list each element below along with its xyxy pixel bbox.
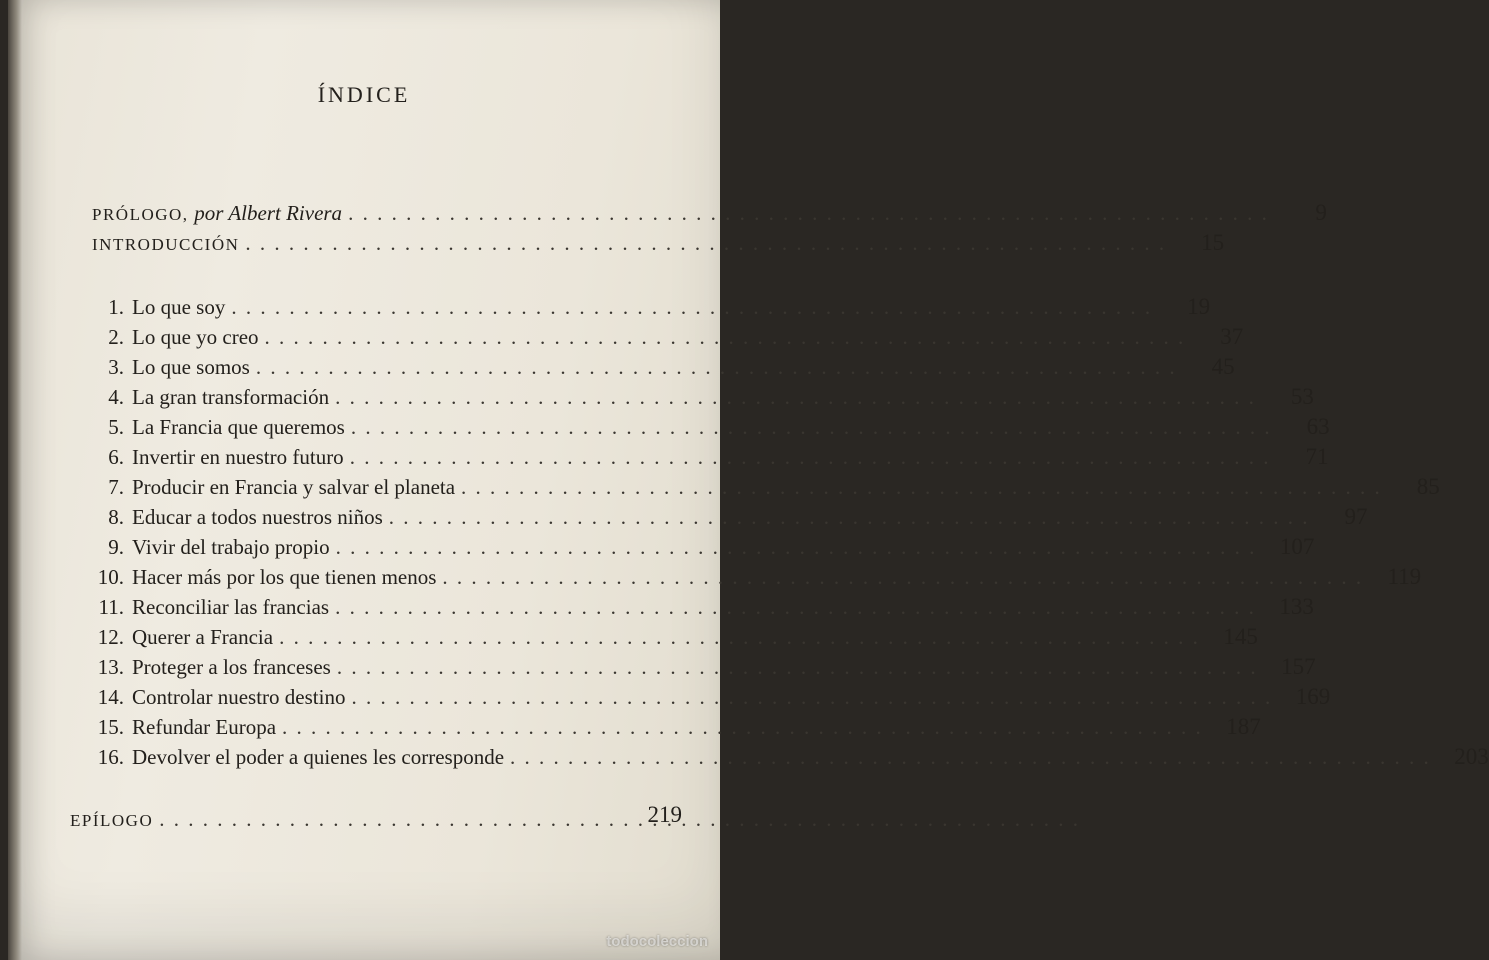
chapter-title: Hacer más por los que tienen menos <box>132 565 437 589</box>
dot-leader <box>336 532 1257 562</box>
toc-entry-label: EPÍLOGO <box>70 811 154 830</box>
chapter-number: 16. <box>97 745 124 769</box>
toc-entry-chapter <box>70 352 1235 382</box>
dot-leader <box>337 652 1258 682</box>
toc-page-number-epilogue: 219 <box>647 802 682 827</box>
toc-entry-chapter <box>70 322 1244 352</box>
toc-entry-chapter <box>70 502 1368 532</box>
chapter-title: Producir en Francia y salvar el planeta <box>132 475 456 499</box>
chapter-number: 4. <box>108 385 124 409</box>
toc-page-number: 119 <box>1387 564 1422 589</box>
chapter-title: Lo que yo creo <box>132 325 259 349</box>
chapter-title: La Francia que queremos <box>132 415 345 439</box>
toc-entry-author: por Albert Rivera <box>194 201 343 225</box>
toc-page-number: 15 <box>1201 230 1225 255</box>
toc-entry-chapter <box>70 412 1330 442</box>
toc-page-number: 157 <box>1281 654 1316 679</box>
dot-leader <box>335 382 1256 412</box>
chapter-number: 3. <box>108 355 124 379</box>
chapter-number: 10. <box>97 565 124 589</box>
chapter-title: Devolver el poder a quienes les corresponde <box>132 745 505 769</box>
table-of-contents <box>70 198 1489 834</box>
toc-page-number: 37 <box>1220 324 1244 349</box>
dot-leader <box>510 742 1431 772</box>
dot-leader <box>335 592 1256 622</box>
toc-entry-chapter <box>70 682 1331 712</box>
page-title: ÍNDICE <box>317 82 411 107</box>
chapter-list <box>70 292 1489 772</box>
chapter-number: 2. <box>108 325 124 349</box>
chapter-title: La gran transformación <box>132 385 330 409</box>
chapter-number: 7. <box>108 475 124 499</box>
chapter-title: Querer a Francia <box>132 625 274 649</box>
toc-entry-chapter <box>70 652 1316 682</box>
toc-entry-chapter <box>70 292 1211 322</box>
toc-page-number: 203 <box>1454 744 1489 769</box>
dot-leader <box>351 682 1272 712</box>
toc-page-number: 85 <box>1416 474 1440 499</box>
book-page <box>8 0 1489 960</box>
chapter-title: Vivir del trabajo propio <box>132 535 330 559</box>
toc-entry-chapter <box>70 592 1314 622</box>
dot-leader <box>256 352 1177 382</box>
toc-page-number: 97 <box>1344 504 1368 529</box>
watermark: todocoleccion <box>606 933 708 950</box>
chapter-number: 15. <box>97 715 124 739</box>
toc-page-number: 145 <box>1223 624 1258 649</box>
dot-leader <box>159 804 1080 834</box>
toc-entry-chapter <box>70 712 1261 742</box>
dot-leader <box>442 562 1363 592</box>
toc-entry-prologue <box>70 198 1327 228</box>
dot-leader <box>231 292 1152 322</box>
chapter-title: Reconciliar las francias <box>132 595 330 619</box>
chapter-number: 11. <box>98 595 124 619</box>
chapter-title: Lo que soy <box>132 295 226 319</box>
toc-page-number: 45 <box>1211 354 1235 379</box>
chapter-number: 5. <box>108 415 124 439</box>
chapter-title: Proteger a los franceses <box>132 655 331 679</box>
chapter-title: Controlar nuestro destino <box>132 685 346 709</box>
dot-leader <box>389 502 1310 532</box>
toc-entry-label: PRÓLOGO, <box>92 205 189 224</box>
toc-entry-label: INTRODUCCIÓN <box>92 235 240 254</box>
toc-entry-chapter <box>70 532 1315 562</box>
chapter-number: 12. <box>97 625 124 649</box>
chapter-number: 1. <box>108 295 124 319</box>
toc-entry-chapter <box>70 382 1314 412</box>
toc-page-number: 107 <box>1279 534 1315 559</box>
toc-page-number: 19 <box>1187 294 1211 319</box>
toc-entry-chapter <box>70 622 1258 652</box>
dot-leader <box>282 712 1203 742</box>
toc-page-number: 71 <box>1305 444 1329 469</box>
chapter-number: 9. <box>108 535 124 559</box>
chapter-title: Educar a todos nuestros niños <box>132 505 383 529</box>
chapter-number: 14. <box>97 685 124 709</box>
toc-entry-chapter <box>70 472 1440 502</box>
toc-entry-chapter <box>70 742 1489 772</box>
dot-leader <box>351 412 1272 442</box>
toc-entry-chapter <box>70 562 1422 592</box>
toc-page-number: 169 <box>1295 684 1331 709</box>
chapter-title: Refundar Europa <box>132 715 277 739</box>
dot-leader <box>265 322 1186 352</box>
toc-entry-chapter <box>70 442 1329 472</box>
dot-leader <box>279 622 1200 652</box>
chapter-title: Lo que somos <box>132 355 250 379</box>
chapter-number: 6. <box>108 445 124 469</box>
dot-leader <box>350 442 1271 472</box>
toc-page-number: 63 <box>1306 414 1330 439</box>
book-gutter <box>8 0 22 960</box>
dot-leader <box>348 198 1269 228</box>
dot-leader <box>461 472 1382 502</box>
chapter-title: Invertir en nuestro futuro <box>132 445 344 469</box>
toc-page-number: 9 <box>1315 200 1327 225</box>
toc-entry-introduction <box>70 228 1225 258</box>
toc-entry-epilogue <box>70 804 682 834</box>
toc-page-number: 133 <box>1279 594 1314 619</box>
toc-page-number: 53 <box>1290 384 1314 409</box>
dot-leader <box>245 228 1166 258</box>
chapter-number: 13. <box>97 655 124 679</box>
chapter-number: 8. <box>108 505 124 529</box>
toc-page-number: 187 <box>1226 714 1261 739</box>
